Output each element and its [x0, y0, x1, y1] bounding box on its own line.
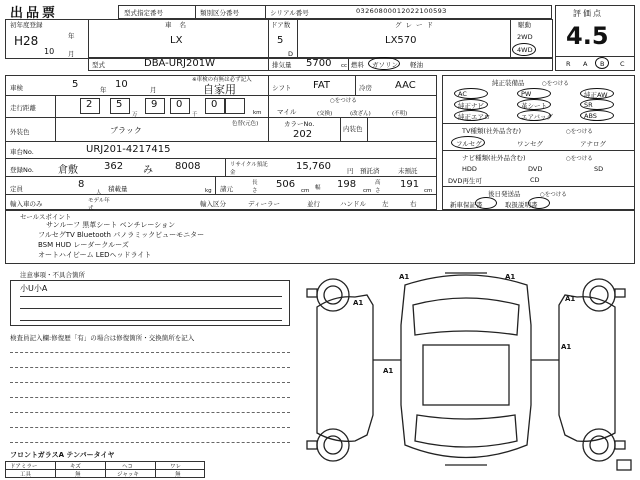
meter-caption: ○をつける: [330, 98, 357, 104]
legend-h-1: ドアミラー: [10, 464, 38, 470]
fuel-value: ガソリン: [372, 61, 398, 69]
sales-points-title: セールスポイント: [20, 213, 72, 221]
disp-unit: cc: [341, 63, 348, 69]
grade-label: グレード: [395, 21, 437, 29]
plate-class: 362: [104, 161, 124, 172]
equipment-item-3: 純正AW: [584, 91, 608, 99]
dims-label: 諸元: [220, 185, 233, 193]
damage-mark-3: A1: [353, 299, 364, 307]
score-label: 評価点: [573, 9, 603, 18]
inspection-label: 車検: [10, 84, 23, 92]
mileage-label: 走行距離: [10, 104, 36, 112]
recycle-unit: 円: [347, 167, 354, 175]
dealer-label: ディーラー: [248, 200, 280, 208]
equipment-item-5: 革シート: [521, 102, 547, 110]
tv-title: TV種類(社外品含む): [462, 127, 521, 135]
sales-line-3: BSM HUD レーダークルーズ: [38, 241, 129, 249]
header-strip: [118, 5, 552, 19]
recycle-deposit: 預託済: [360, 167, 380, 175]
month-suffix: 月: [68, 50, 75, 58]
mileage-digit-6: [225, 98, 245, 114]
notes-title: 注意事項・不具合箇所: [20, 271, 85, 279]
reg-cert-label: 型式指定番号: [124, 9, 163, 17]
drive-4wd-circle: [512, 43, 536, 56]
plate-kana: み: [143, 165, 153, 176]
sales-line-1: サンルーフ 黒革シート ベンチレーション: [46, 221, 176, 229]
car-roof: [423, 345, 509, 405]
equipment-item-circle-6: [580, 99, 614, 110]
capacity-value: 8: [78, 179, 85, 190]
score-rank-b: B: [600, 60, 605, 68]
damage-mark-2: A1: [505, 273, 516, 281]
tv-full: フルセグ: [456, 140, 482, 148]
height-label: 高さ: [375, 180, 381, 194]
rear-warranty: 新車保証書: [450, 201, 483, 209]
wheel-rear-right: [583, 429, 615, 461]
color-no-caption: 色替(元色): [232, 121, 259, 127]
navi-sd: SD: [594, 165, 604, 173]
disp-value: 5700: [306, 58, 332, 69]
legend-h-2: キズ: [70, 464, 81, 470]
plate-number: 8008: [175, 161, 201, 172]
equipment-item-circle-7: [454, 110, 488, 121]
rear-caption: ○をつける: [540, 192, 567, 198]
car-windshield: [413, 298, 519, 335]
import-class-label: 輸入区分: [200, 200, 226, 208]
fuel-circle: [368, 57, 400, 70]
make-label: 車名: [165, 21, 194, 29]
tv-analog: アナログ: [580, 140, 606, 148]
car-damage-diagram: [295, 265, 638, 478]
wheel-front-left: [317, 279, 349, 311]
parallel-label: 並行: [307, 200, 320, 208]
right-label: 右: [410, 200, 417, 208]
height-value: 191: [400, 179, 420, 190]
serial-value: 0326080001202210059З: [356, 7, 447, 15]
tv-one: ワンセグ: [517, 140, 543, 148]
length-value: 506: [276, 179, 296, 190]
drive-2wd: 2WD: [517, 33, 533, 41]
year-suffix: 年: [68, 32, 75, 40]
score-rank-b-circle: [595, 57, 609, 69]
first-reg-year: H28: [14, 34, 39, 48]
color-label: 外装色: [10, 128, 30, 136]
spare-tire-box: [617, 460, 631, 470]
notes-value: 小U小A: [20, 284, 48, 293]
category-label: 類別区分番号: [200, 9, 239, 17]
length-label: 長さ: [252, 180, 258, 194]
equipment-item-circle-4: [454, 99, 488, 110]
insp-year-suffix: 年: [100, 86, 107, 94]
color-no-value: 202: [293, 129, 313, 140]
equipment-item-9: ABS: [584, 112, 597, 120]
color-value: ブラック: [110, 126, 142, 135]
legend-h-4: ワレ: [170, 464, 182, 470]
recycle-none: 未預託: [398, 167, 418, 175]
equipment-item-circle-5: [517, 99, 551, 110]
rear-title: 後日発送品: [488, 190, 521, 198]
tv-full-circle: [451, 136, 485, 149]
damage-mark-6: A1: [561, 343, 572, 351]
car-right-side: [559, 295, 615, 441]
insp-year: 5: [72, 79, 79, 90]
load-unit: kg: [205, 188, 212, 194]
damage-mark-4: A1: [565, 295, 576, 303]
import-label: 輸入車のみ: [10, 200, 43, 208]
doors-label: ドア数: [271, 21, 291, 29]
light-oil-label: 軽油: [410, 61, 423, 69]
vin-label: 車台No.: [10, 148, 34, 156]
equipment-item-6: SR: [584, 101, 593, 109]
width-label: 幅: [315, 185, 321, 191]
equipment-item-circle-1: [454, 88, 488, 99]
ticket-title: 出品票: [10, 6, 59, 21]
legend-v-1: 工具: [20, 472, 32, 478]
car-top-view: [401, 275, 531, 458]
navi-title: ナビ種類(社外品含む): [462, 154, 526, 162]
usage-caption: ※車検の有無は必ず記入: [192, 77, 252, 83]
damage-mark-5: A1: [383, 367, 394, 375]
interior-label: 内装色: [343, 125, 363, 133]
first-reg-month: 10: [44, 47, 55, 56]
shift-value: FAT: [313, 80, 331, 91]
color-no-label: カラーNo.: [284, 120, 315, 128]
navi-caption: ○をつける: [566, 156, 593, 162]
plate-label: 登録No.: [10, 166, 34, 174]
wheel-front-right: [583, 279, 615, 311]
bottom-note: フロントガラスA テンパータイヤ: [10, 451, 115, 459]
equipment-title: 純正装備品: [492, 79, 525, 87]
equipment-caption: ○をつける: [542, 81, 569, 87]
model-label: 型式: [92, 61, 105, 69]
equipment-item-circle-3: [580, 88, 614, 99]
handle-label: ハンドル: [340, 200, 366, 208]
legend-v-2: 無: [75, 472, 81, 478]
doors-value: 5: [277, 35, 284, 46]
model-year-label: モデル年式: [88, 198, 110, 212]
left-label: 左: [382, 200, 389, 208]
car-left-side: [317, 295, 373, 441]
doors-unit: D: [288, 50, 294, 58]
vin-value: URJ201-4217415: [86, 144, 171, 155]
mileage-unit: km: [253, 110, 262, 116]
score-rank-c: C: [620, 60, 625, 68]
width-value: 198: [337, 179, 357, 190]
insp-month: 10: [115, 79, 128, 90]
navi-dvd: DVD: [528, 165, 543, 173]
grade-value: LX570: [385, 35, 417, 46]
rear-warranty-circle: [475, 197, 497, 209]
meter-mile: マイル: [277, 108, 297, 116]
drive-4wd: 4WD: [517, 46, 533, 54]
inspector-title: 検査員記入欄:修復歴「有」の場合は修復箇所・交換箇所を記入: [10, 334, 195, 342]
equipment-item-circle-2: [517, 88, 551, 99]
sales-line-2: フルセグTV Bluetooth パノラミックビューモニター: [38, 231, 205, 239]
drive-label: 駆動: [518, 21, 531, 29]
navi-hdd: HDD: [462, 165, 477, 173]
rear-manual: 取扱説明書: [505, 201, 538, 209]
meter-exchange: (交換): [317, 111, 333, 117]
score-rank-r: R: [566, 60, 571, 68]
capacity-label: 定員: [10, 185, 23, 193]
serial-label: シリアル番号: [270, 9, 309, 17]
shift-label: シフト: [272, 84, 292, 92]
damage-mark-1: A1: [399, 273, 410, 281]
rear-manual-circle: [528, 197, 550, 209]
score-value: 4.5: [566, 22, 609, 50]
equipment-item-1: AC: [458, 90, 467, 98]
recycle-label: リサイクル預託金: [230, 162, 268, 176]
equipment-item-8: エアバッグ: [521, 113, 553, 121]
capacity-unit: 人: [96, 190, 102, 196]
make-value: LX: [170, 35, 183, 46]
ac-value: AAC: [395, 80, 416, 91]
equipment-item-circle-9: [580, 110, 614, 121]
disp-label: 排気量: [272, 61, 292, 69]
legend-v-3: ジャッキ: [117, 472, 139, 478]
cd-label: CD: [530, 176, 540, 184]
fuel-label: 燃料: [351, 61, 364, 69]
legend-h-3: ヘコ: [122, 464, 134, 470]
equipment-item-7: 純正エアロ: [458, 113, 491, 121]
recycle-value: 15,760: [296, 161, 331, 172]
equipment-item-2: PW: [521, 90, 532, 98]
sales-line-4: オートハイビーム LEDヘッドライト: [38, 251, 152, 259]
legend-v-4: 無: [175, 472, 181, 478]
meter-unknown: (不明): [392, 111, 408, 117]
meter-tampered: (改ざん): [350, 111, 371, 117]
car-rear-window: [415, 415, 517, 447]
load-label: 積載量: [108, 185, 128, 193]
plate-city: 倉敷: [58, 165, 78, 176]
dvd-play-label: DVD再生可: [448, 177, 482, 185]
model-value: DBA-URJ201W: [144, 58, 215, 69]
score-rank-a: A: [583, 60, 588, 68]
first-reg-label: 初年度登録: [10, 21, 43, 29]
usage-value: 自家用: [203, 83, 236, 96]
equipment-item-4: 純正ナビ: [458, 102, 484, 110]
ac-label: 冷房: [359, 84, 372, 92]
wheel-rear-left: [317, 429, 349, 461]
tv-caption: ○をつける: [566, 129, 593, 135]
insp-month-suffix: 月: [150, 86, 157, 94]
equipment-item-circle-8: [517, 110, 551, 121]
